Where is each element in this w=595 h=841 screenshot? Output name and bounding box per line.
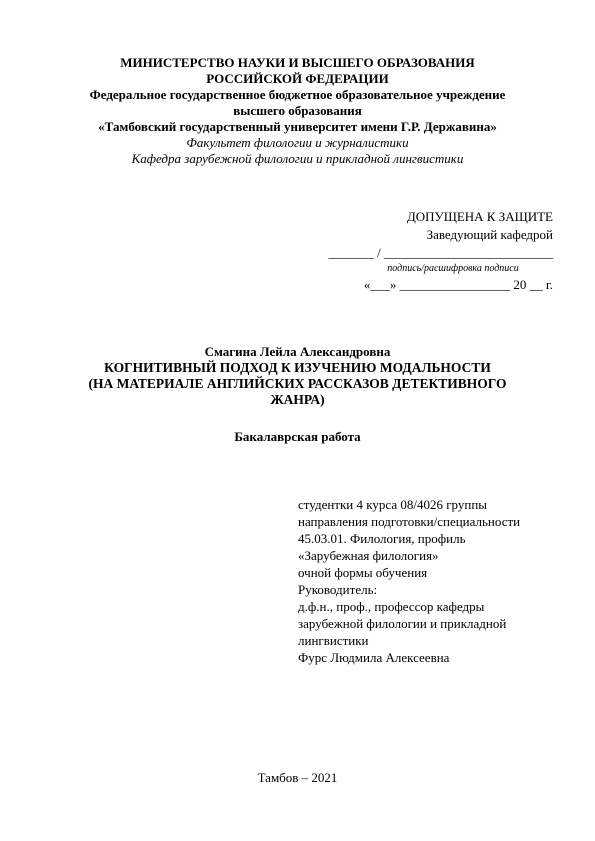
student-info-line: очной формы обучения (298, 565, 428, 580)
thesis-title-line-1: КОГНИТИВНЫЙ ПОДХОД К ИЗУЧЕНИЮ МОДАЛЬНОСТИ (104, 360, 491, 375)
work-type: Бакалаврская работа (234, 429, 361, 444)
header-block (0, 55, 595, 167)
thesis-title-block (0, 344, 595, 408)
approval-block (293, 208, 553, 294)
supervisor-title: зарубежной филологии и прикладной (298, 616, 507, 631)
faculty-name: Факультет филологии и журналистики (186, 135, 409, 150)
date-line: «___» _________________ 20 __ г. (363, 277, 553, 292)
supervisor-title: д.ф.н., проф., профессор кафедры (298, 599, 485, 614)
thesis-title-line-3: ЖАНРА) (270, 392, 325, 407)
approval-status: ДОПУЩЕНА К ЗАЩИТЕ (406, 209, 553, 224)
approval-role: Заведующий кафедрой (426, 227, 553, 242)
signature-line: _______ / __________________________ (328, 245, 553, 260)
institution-line-1: Федеральное государственное бюджетное образовательное учреждение (89, 87, 506, 102)
supervisor-label: Руководитель: (298, 582, 378, 597)
student-info-line: «Зарубежная филология» (298, 548, 439, 563)
department-name: Кафедра зарубежной филологии и прикладной лингвистики (131, 151, 464, 166)
supervisor-name: Фурс Людмила Алексеевна (298, 650, 450, 665)
thesis-title-line-2: (НА МАТЕРИАЛЕ АНГЛИЙСКИХ РАССКАЗОВ ДЕТЕКТИВНОГО (88, 376, 507, 391)
student-info-line: направления подготовки/специальности (298, 514, 521, 529)
student-info-block (298, 496, 568, 666)
signature-caption: подпись/расшифровка подписи (387, 263, 519, 274)
student-info-line: студентки 4 курса 08/4026 группы (298, 497, 488, 512)
institution-line-2: высшего образования (233, 103, 362, 118)
supervisor-title: лингвистики (298, 633, 369, 648)
city-year: Тамбов – 2021 (257, 770, 338, 785)
student-info-line: 45.03.01. Филология, профиль (298, 531, 466, 546)
ministry-line-2: РОССИЙСКОЙ ФЕДЕРАЦИИ (206, 71, 389, 86)
university-name: «Тамбовский государственный университет имени Г.Р. Державина» (98, 119, 497, 134)
author-name: Смагина Лейла Александровна (204, 344, 391, 359)
ministry-line-1: МИНИСТЕРСТВО НАУКИ И ВЫСШЕГО ОБРАЗОВАНИЯ (120, 55, 475, 70)
